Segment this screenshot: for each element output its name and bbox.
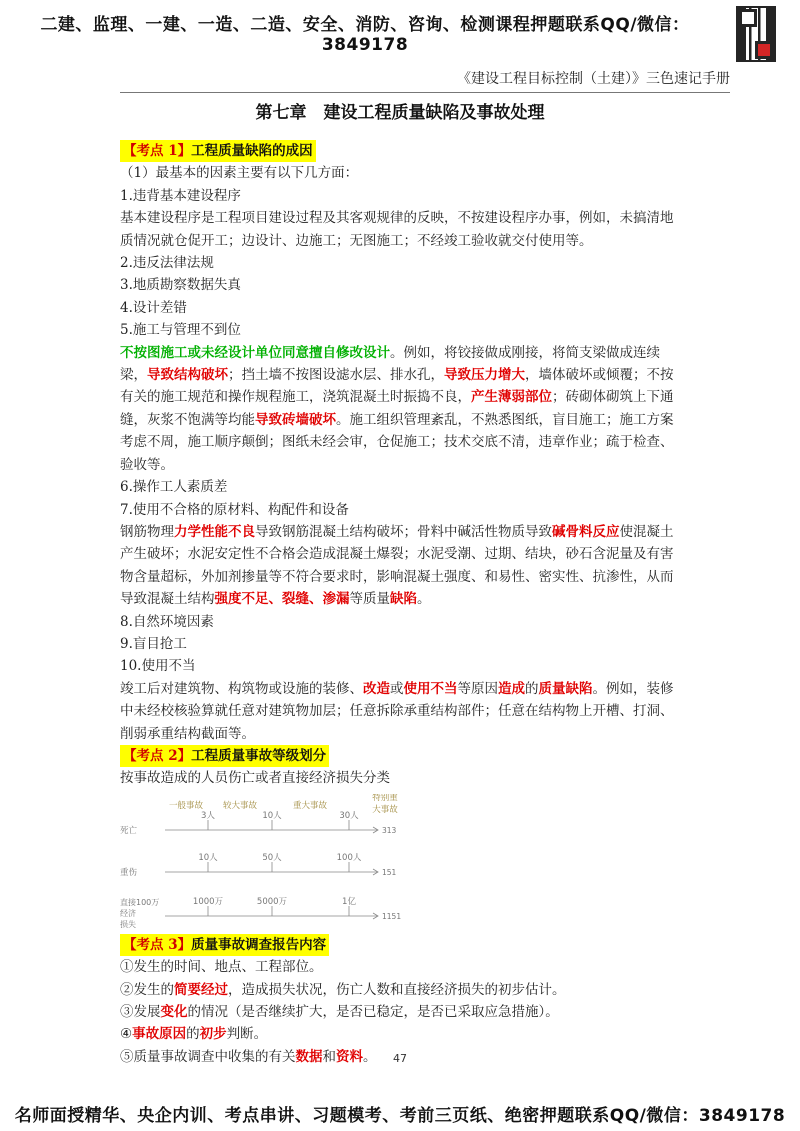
cause-1-desc: 基本建设程序是工程项目建设过程及其客观规律的反映，不按建设程序办事，例如，未搞清地质情况就仓促开工；边设计、边施工；无图施工；不经竣工验收就交付使用等。 (120, 210, 674, 249)
cause-10: 10.使用不当 (120, 658, 196, 675)
report-item-5: ⑤质量事故调查中收集的有关数据和资料。 (120, 1048, 377, 1065)
bottom-banner: 名师面授精华、央企内训、考点串讲、习题模考、考前三页纸、绝密押题联系QQ/微信：3849178 (14, 1106, 786, 1126)
report-item-3: ③发展变化的情况（是否继续扩大，是否已稳定，是否已采取应急措施）。 (120, 1004, 559, 1020)
row-label-line: 直接100万 (120, 897, 160, 907)
kd2-tag: 【考点 2】 (123, 747, 192, 764)
kd1-intro: （1）最基本的因素主要有以下几方面： (120, 165, 359, 182)
threshold-label: 5000万 (256, 896, 288, 907)
report-item-1: ①发生的时间、地点、工程部位。 (120, 959, 323, 976)
cause-5: 5.施工与管理不到位 (120, 322, 241, 339)
page-content (120, 140, 680, 1068)
kd1-heading (120, 140, 680, 162)
cause-5-desc: 不按图施工或未经设计单位同意擅自修改设计。例如，将铰接做成刚接，将简支梁做成连续梁，导致结构破坏；挡土墙不按图设滤水层、排水孔，导致压力增大，墙体破坏或倾覆；不按有关的施工规范和操作规程施工，浇筑混凝土时振捣不良，产生薄弱部位；砖砌体砌筑上下通缝，灰浆不饱满等均能导致砖墙破坏。施工组织管理紊乱，不熟悉图纸，盲目施工；施工方案考虑不周，施工顺序颠倒；图纸未经会审，仓促施工；技术交底不清，违章作业；疏于检查、验收等。 (120, 344, 674, 473)
row-label: 重伤 (120, 867, 138, 878)
threshold-label: 3人 (201, 810, 215, 821)
level-label: 特别重 (372, 793, 398, 803)
threshold-label: 1000万 (192, 896, 224, 907)
cause-7: 7.使用不合格的原材料、构配件和设备 (120, 501, 349, 518)
row-end-ref: 1151 (382, 911, 402, 921)
threshold-label: 1亿 (342, 896, 356, 907)
report-item-2: ②发生的简要经过，造成损失状况，伤亡人数和直接经济损失的初步估计。 (120, 981, 566, 998)
report-item-4: ④事故原因的初步判断。 (120, 1026, 268, 1043)
qr-code-icon (736, 6, 776, 62)
cause-1: 1.违背基本建设程序 (120, 187, 241, 204)
threshold-label: 10人 (262, 810, 282, 821)
threshold-label: 50人 (262, 852, 282, 863)
cause-10-desc: 竣工后对建筑物、构筑物或设施的装修、改造或使用不当等原因造成的质量缺陷。例如，装修中未经校核验算就任意对建筑物加层；任意拆除承重结构部件；任意在结构物上开槽、打洞、削弱承重结构截面等。 (120, 680, 674, 742)
kd3-heading (120, 934, 680, 956)
threshold-label: 30人 (339, 810, 359, 821)
kd1-title: 工程质量缺陷的成因 (191, 143, 313, 159)
chapter-title: 第七章 建设工程质量缺陷及事故处理 (255, 103, 545, 123)
accident-level-svg (120, 794, 420, 932)
level-label: 重大事故 (292, 800, 328, 811)
page-number: 47 (393, 1052, 407, 1065)
row-end-ref: 313 (382, 825, 397, 835)
cause-4: 4.设计差错 (120, 299, 187, 316)
row-label-line: 损失 (120, 919, 136, 929)
kd2-intro: 按事故造成的人员伤亡或者直接经济损失分类 (120, 770, 390, 787)
cause-3: 3.地质勘察数据失真 (120, 277, 241, 294)
threshold-label: 100人 (336, 852, 362, 863)
top-banner: 二建、监理、一建、一造、二造、安全、消防、咨询、检测课程押题联系QQ/微信：3849178 (40, 15, 690, 55)
row-label-line: 经济 (120, 908, 136, 918)
accident-level-chart (120, 794, 420, 932)
level-label: 较大事故 (222, 800, 258, 811)
level-label: 大事故 (372, 804, 398, 815)
threshold-label: 10人 (198, 852, 218, 863)
cause-2: 2.违反法律法规 (120, 255, 214, 272)
book-header: 《建设工程目标控制（土建）》三色速记手册 (120, 68, 730, 93)
kd2-title: 工程质量事故等级划分 (191, 747, 327, 764)
kd3-tag: 【考点 3】 (123, 936, 192, 953)
kd3-title: 质量事故调查报告内容 (191, 936, 327, 953)
row-end-ref: 151 (382, 867, 397, 877)
kd1-tag: 【考点 1】 (123, 143, 192, 159)
cause-9: 9.盲目抢工 (120, 635, 187, 652)
kd2-heading (120, 745, 680, 767)
cause-8: 8.自然环境因素 (120, 613, 214, 630)
cause-7-desc: 钢筋物理力学性能不良导致钢筋混凝土结构破坏；骨料中碱活性物质导致碱骨料反应使混凝土产生破坏；水泥安定性不合格会造成混凝土爆裂；水泥受潮、过期、结块，砂石含泥量及有害物含量超标，外加剂掺量等不符合要求时，影响混凝土强度、和易性、密实性、抗渗性，从而导致混凝土结构强度不足、裂缝、渗漏等质量缺陷。 (120, 523, 674, 608)
cause-6: 6.操作工人素质差 (120, 479, 228, 496)
level-label: 一般事故 (168, 800, 204, 811)
row-label: 死亡 (120, 825, 138, 836)
